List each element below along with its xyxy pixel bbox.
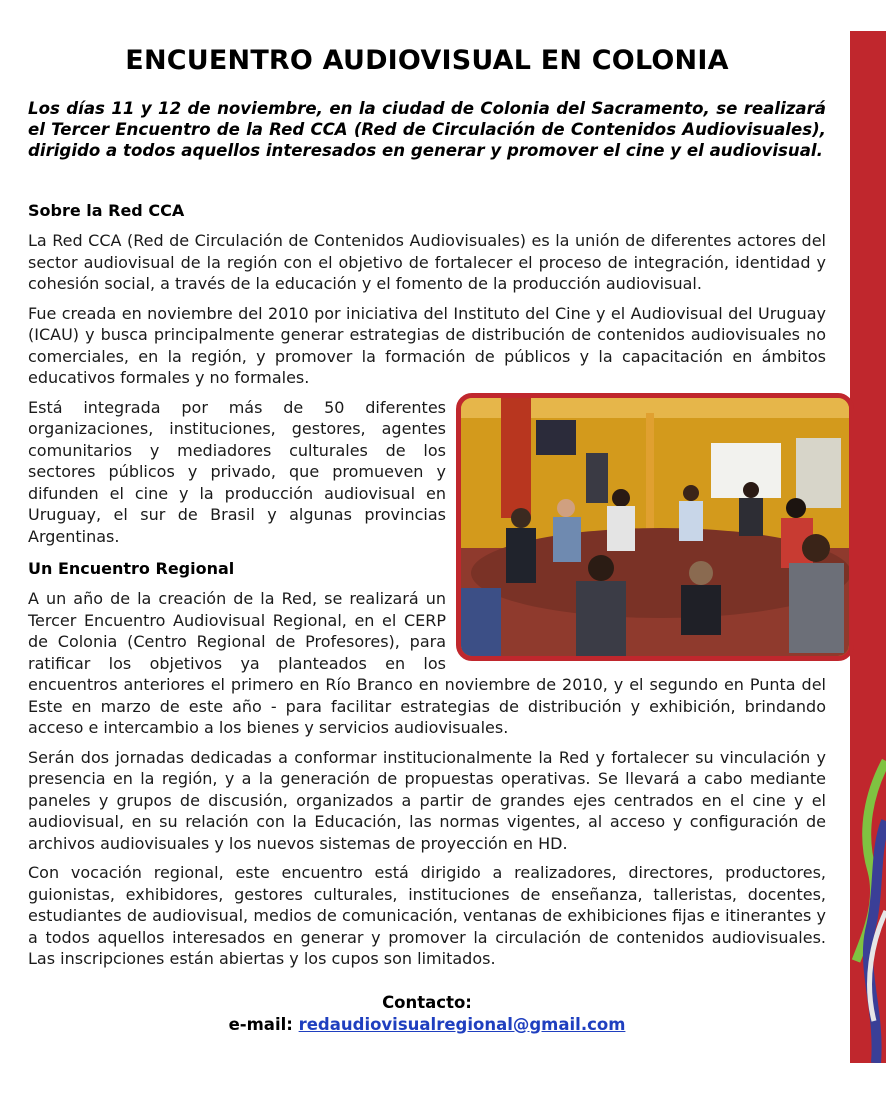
decorative-side-bar: [850, 31, 886, 1063]
decorative-swirl-graphic: [850, 31, 886, 1063]
meeting-room-illustration: [461, 398, 849, 656]
section-heading-encuentro-regional: Un Encuentro Regional: [28, 559, 235, 578]
lead-paragraph: Los días 11 y 12 de noviembre, en la ciudad de Colonia del Sacramento, se realizará el Tercer Encuentro de la Red CCA (Red de Circulación de Contenidos Audiovisuales), dirigido a todos aquellos interesados en generar y promover el cine y el audiovisual.: [28, 99, 826, 160]
page-bottom-margin: [0, 1062, 850, 1094]
email-link[interactable]: redaudiovisualregional@gmail.com: [298, 1014, 626, 1034]
section1-paragraph-2: Fue creada en noviembre del 2010 por iniciativa del Instituto del Cine y el Audiovisual del Uruguay (ICAU) y busca principalmente generar estrategias de distribución de contenidos audiovisuales no comerciales, en la región, y promover la formación de públicos y la capacitación en ámbitos educativos formales y no formales.: [28, 303, 826, 387]
contact-heading: Contacto:: [382, 992, 472, 1012]
document-page: [28, 44, 826, 1036]
meeting-photo-container: [456, 393, 854, 667]
email-label: e-mail:: [228, 1014, 293, 1034]
section2-paragraph-3: Con vocación regional, este encuentro está dirigido a realizadores, directores, productores, guionistas, exhibidores, gestores culturales, instituciones de enseñanza, talleristas, docentes, estudiantes de audiovisual, medios de comunicación, ventanas de exhibiciones fijas e itinerantes y a todos aquellos interesados en generar y promover la circulación de contenidos audiovisuales. Las inscripciones están abiertas y los cupos son limitados.: [28, 863, 826, 968]
section2-paragraph-1: A un año de la creación de la Red, se realizará un Tercer Encuentro Audiovisual Regional, en el CERP de Colonia (Centro Regional de Profesores), para ratificar los objetivos ya planteados en los encuentros anteriores el primero en Río Branco en noviembre de 2010, y el segundo en Punta del Este en marzo de este año - para facilitar estrategias de distribución y exhibición, brindando acceso e intercambio a los bienes y servicios audiovisuales.: [28, 589, 826, 737]
contact-block: [28, 992, 826, 1036]
contact-email-line: [28, 1014, 826, 1036]
page-title: ENCUENTRO AUDIOVISUAL EN COLONIA: [125, 45, 729, 76]
section-heading-red-cca: Sobre la Red CCA: [28, 201, 185, 220]
section1-paragraph-1: La Red CCA (Red de Circulación de Contenidos Audiovisuales) es la unión de diferentes actores del sector audiovisual de la región con el objetivo de fortalecer el proceso de integración, identidad y cohesión social, a través de la educación y el fomento de la producción audiovisual.: [28, 231, 826, 293]
section2-paragraph-2: Serán dos jornadas dedicadas a conformar institucionalmente la Red y fortalecer su vinculación y presencia en la región, y a la generación de propuestas operativas. Se llevará a cabo mediante paneles y grupos de discusión, organizados a partir de grandes ejes centrados en el cine y el audiovisual, en su relación con la Educación, las normas vigentes, al acceso y configuración de archivos audiovisuales y los nuevos sistemas de proyección en HD.: [28, 747, 826, 853]
meeting-photo: [456, 393, 854, 661]
section1-paragraph-3: Está integrada por más de 50 diferentes organizaciones, instituciones, gestores, agentes comunitarios y mediadores culturales de los sectores públicos y privado, que promueven y difunden el cine y la producción audiovisual en Uruguay, el sur de Brasil y algunas provincias Argentinas.: [28, 397, 446, 546]
